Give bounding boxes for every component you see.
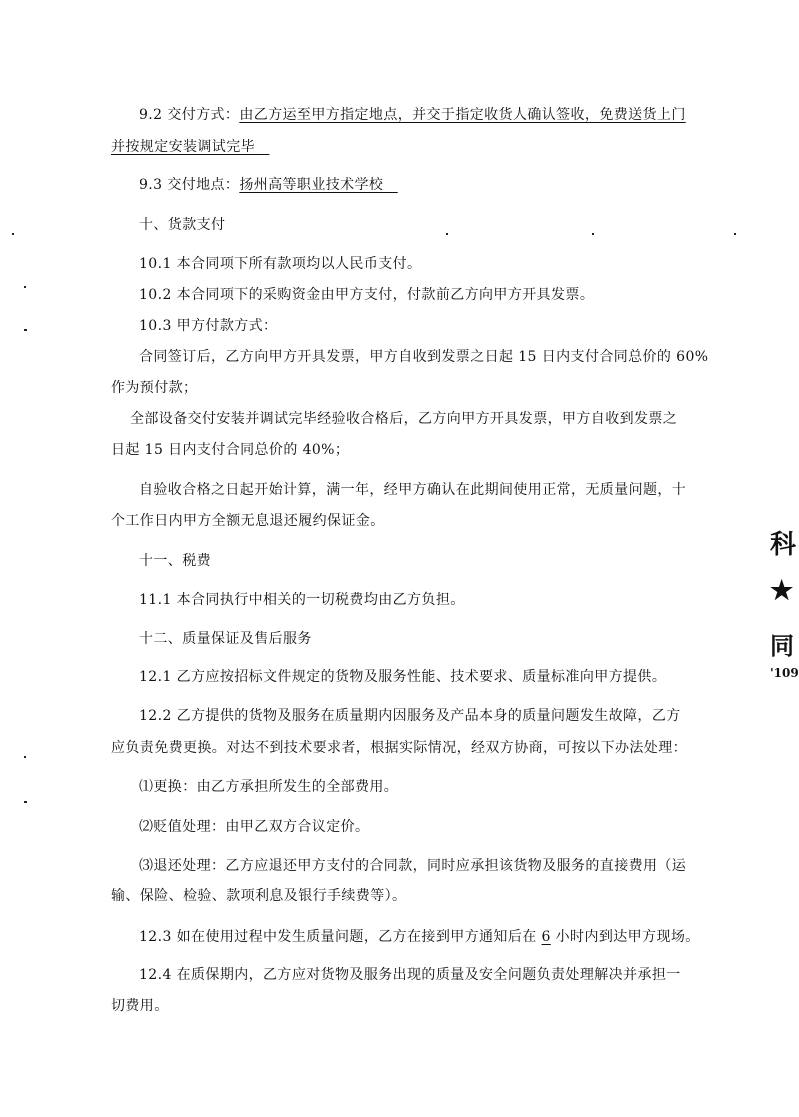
payment-para-2-cont: 日起 15 日内支付合同总价的 40%；	[111, 442, 350, 458]
scan-speck	[24, 801, 27, 803]
clause-12-3: 12.3 如在使用过程中发生质量问题，乙方在接到甲方通知后在 6 小时内到达甲方现场。	[139, 929, 700, 945]
clause-12-2: 12.2 乙方提供的货物及服务在质量期内因服务及产品本身的质量问题发生故障，乙方	[139, 708, 681, 724]
scan-speck	[592, 233, 594, 235]
section-10-heading: 十、货款支付	[139, 217, 226, 233]
partial-seal: 科 ★ 同 '109	[770, 530, 799, 680]
payment-para-1-cont: 作为预付款；	[111, 380, 198, 396]
clause-9-3: 9.3 交付地点：扬州高等职业技术学校	[139, 177, 398, 193]
payment-para-1: 合同签订后，乙方向甲方开具发票，甲方自收到发票之日起 15 日内支付合同总价的 60%	[139, 349, 709, 365]
payment-para-2: 全部设备交付安装并调试完毕经验收合格后，乙方向甲方开具发票，甲方自收到发票之	[130, 411, 678, 427]
clause-10-3: 10.3 甲方付款方式：	[139, 318, 278, 334]
payment-para-3: 自验收合格之日起开始计算，满一年，经甲方确认在此期间使用正常，无质量问题，十	[139, 482, 687, 498]
remedy-1: ⑴更换：由乙方承担所发生的全部费用。	[139, 779, 399, 795]
remedy-3: ⑶退还处理：乙方应退还甲方支付的合同款，同时应承担该货物及服务的直接费用（运	[139, 858, 687, 874]
clause-11-1: 11.1 本合同执行中相关的一切税费均由乙方负担。	[139, 592, 465, 608]
clause-9-2: 9.2 交付方式：由乙方运至甲方指定地点，并交于指定收货人确认签收，免费送货上门	[139, 107, 686, 123]
clause-12-4-cont: 切费用。	[111, 998, 169, 1014]
section-11-heading: 十一、税费	[139, 553, 211, 569]
scan-speck	[24, 329, 27, 331]
clause-12-1: 12.1 乙方应按招标文件规定的货物及服务性能、技术要求、质量标准向甲方提供。	[139, 669, 667, 685]
scan-speck	[12, 233, 14, 235]
clause-10-1: 10.1 本合同项下所有款项均以人民币支付。	[139, 256, 422, 272]
section-12-heading: 十二、质量保证及售后服务	[139, 631, 312, 647]
scan-speck	[24, 286, 26, 288]
payment-para-3-cont: 个工作日内甲方全额无息退还履约保证金。	[111, 513, 385, 529]
clause-9-2-cont: 并按规定安装调试完毕	[111, 139, 270, 155]
clause-10-2: 10.2 本合同项下的采购资金由甲方支付，付款前乙方向甲方开具发票。	[139, 287, 595, 303]
remedy-2: ⑵贬值处理：由甲乙双方合议定价。	[139, 819, 370, 835]
clause-12-4: 12.4 在质保期内，乙方应对货物及服务出现的质量及安全问题负责处理解决并承担一	[139, 967, 681, 983]
scan-speck	[734, 233, 736, 235]
scan-speck	[24, 756, 26, 758]
scan-speck	[446, 233, 448, 235]
clause-12-2-cont: 应负责免费更换。对达不到技术要求者，根据实际情况，经双方协商，可按以下办法处理：	[111, 740, 687, 756]
remedy-3-cont: 输、保险、检验、款项利息及银行手续费等）。	[111, 888, 407, 904]
